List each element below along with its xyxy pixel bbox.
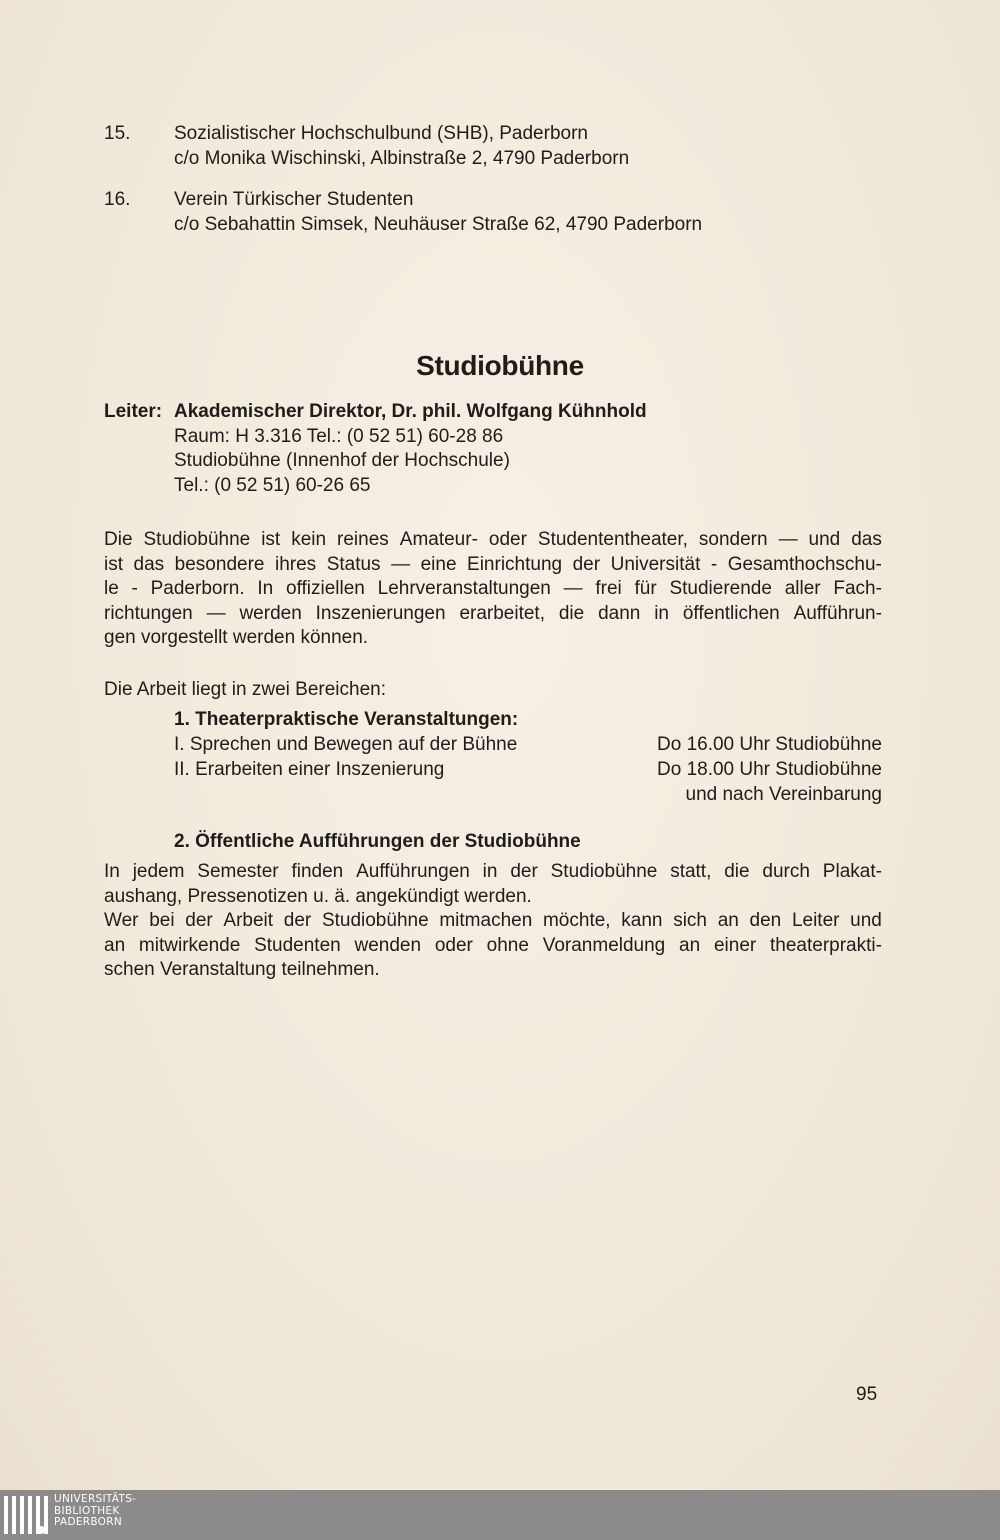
logo-line: UNIVERSITÄTS- [54, 1493, 137, 1505]
paragraph-line: le - Paderborn. In offiziellen Lehrveranstaltungen — frei für Studierende aller Fach- [104, 578, 882, 599]
logo-dot-icon [37, 1526, 45, 1534]
list-item-title: Sozialistischer Hochschulbund (SHB), Paderborn [174, 123, 588, 144]
paragraph-line: an mitwirkende Studenten wenden oder ohne Voranmeldung an einer theaterprakti- [104, 934, 882, 956]
areas-intro: Die Arbeit liegt in zwei Bereichen: [104, 679, 386, 700]
library-logo-text [54, 1494, 136, 1529]
paragraph-line: Wer bei der Arbeit der Studiobühne mitmachen möchte, kann sich an den Leiter und [104, 910, 882, 931]
leiter-label: Leiter: [104, 401, 163, 422]
paragraph-line: richtungen — werden Inszenierungen erarbeitet, die dann in öffentlichen Aufführun- [104, 602, 882, 624]
paragraph-line: ist das besondere ihres Status — eine Einrichtung der Universität - Gesamthochschu- [104, 553, 882, 575]
paragraph-line: aushang, Pressenotizen u. ä. angekündigt werden. [104, 885, 532, 907]
list-item-address: c/o Sebahattin Simsek, Neuhäuser Straße 62, 4790 Paderborn [174, 213, 703, 235]
paragraph-line: gen vorgestellt werden können. [104, 627, 369, 648]
library-footer [0, 1490, 1000, 1540]
list-item-number: 16. [104, 189, 131, 210]
intro-paragraph [104, 528, 882, 651]
area2-paragraph [104, 860, 882, 983]
course-label: II. Erarbeiten einer Inszenierung [174, 759, 445, 780]
contact-line: Raum: H 3.316 Tel.: (0 52 51) 60-28 86 [174, 425, 504, 447]
area2-title: 2. Öffentliche Aufführungen der Studiobühne [174, 831, 581, 852]
paragraph-line: schen Veranstaltung teilnehmen. [104, 959, 380, 980]
course-time: Do 18.00 Uhr Studiobühne [657, 759, 882, 780]
section-title: Studiobühne [416, 350, 584, 381]
schedule-row [174, 733, 882, 758]
logo-line: PADERBORN [54, 1516, 122, 1528]
page-number: 95 [856, 1384, 878, 1405]
contact-line: Studiobühne (Innenhof der Hochschule) [174, 450, 510, 471]
schedule-row [174, 758, 882, 783]
logo-line: BIBLIOTHEK [54, 1504, 120, 1517]
leiter-name: Akademischer Direktor, Dr. phil. Wolfgang Kühnhold [174, 401, 647, 422]
schedule-note-row [174, 783, 882, 808]
area1-title: 1. Theaterpraktische Veranstaltungen: [174, 709, 519, 730]
list-item-number: 15. [104, 123, 131, 144]
leiter-block [104, 400, 647, 498]
list-item-address: c/o Monika Wischinski, Albinstraße 2, 4790 Paderborn [174, 147, 630, 169]
contact-line: Tel.: (0 52 51) 60-26 65 [174, 474, 371, 496]
course-time: Do 16.00 Uhr Studiobühne [657, 734, 882, 755]
schedule-note: und nach Vereinbarung [685, 784, 882, 805]
paragraph-line: Die Studiobühne ist kein reines Amateur- oder Studententheater, sondern — und das [104, 529, 882, 550]
paragraph-line: In jedem Semester finden Aufführungen in der Studiobühne statt, die durch Plakat- [104, 861, 882, 882]
course-label: I. Sprechen und Bewegen auf der Bühne [174, 734, 518, 755]
list-item-title: Verein Türkischer Studenten [174, 189, 414, 210]
